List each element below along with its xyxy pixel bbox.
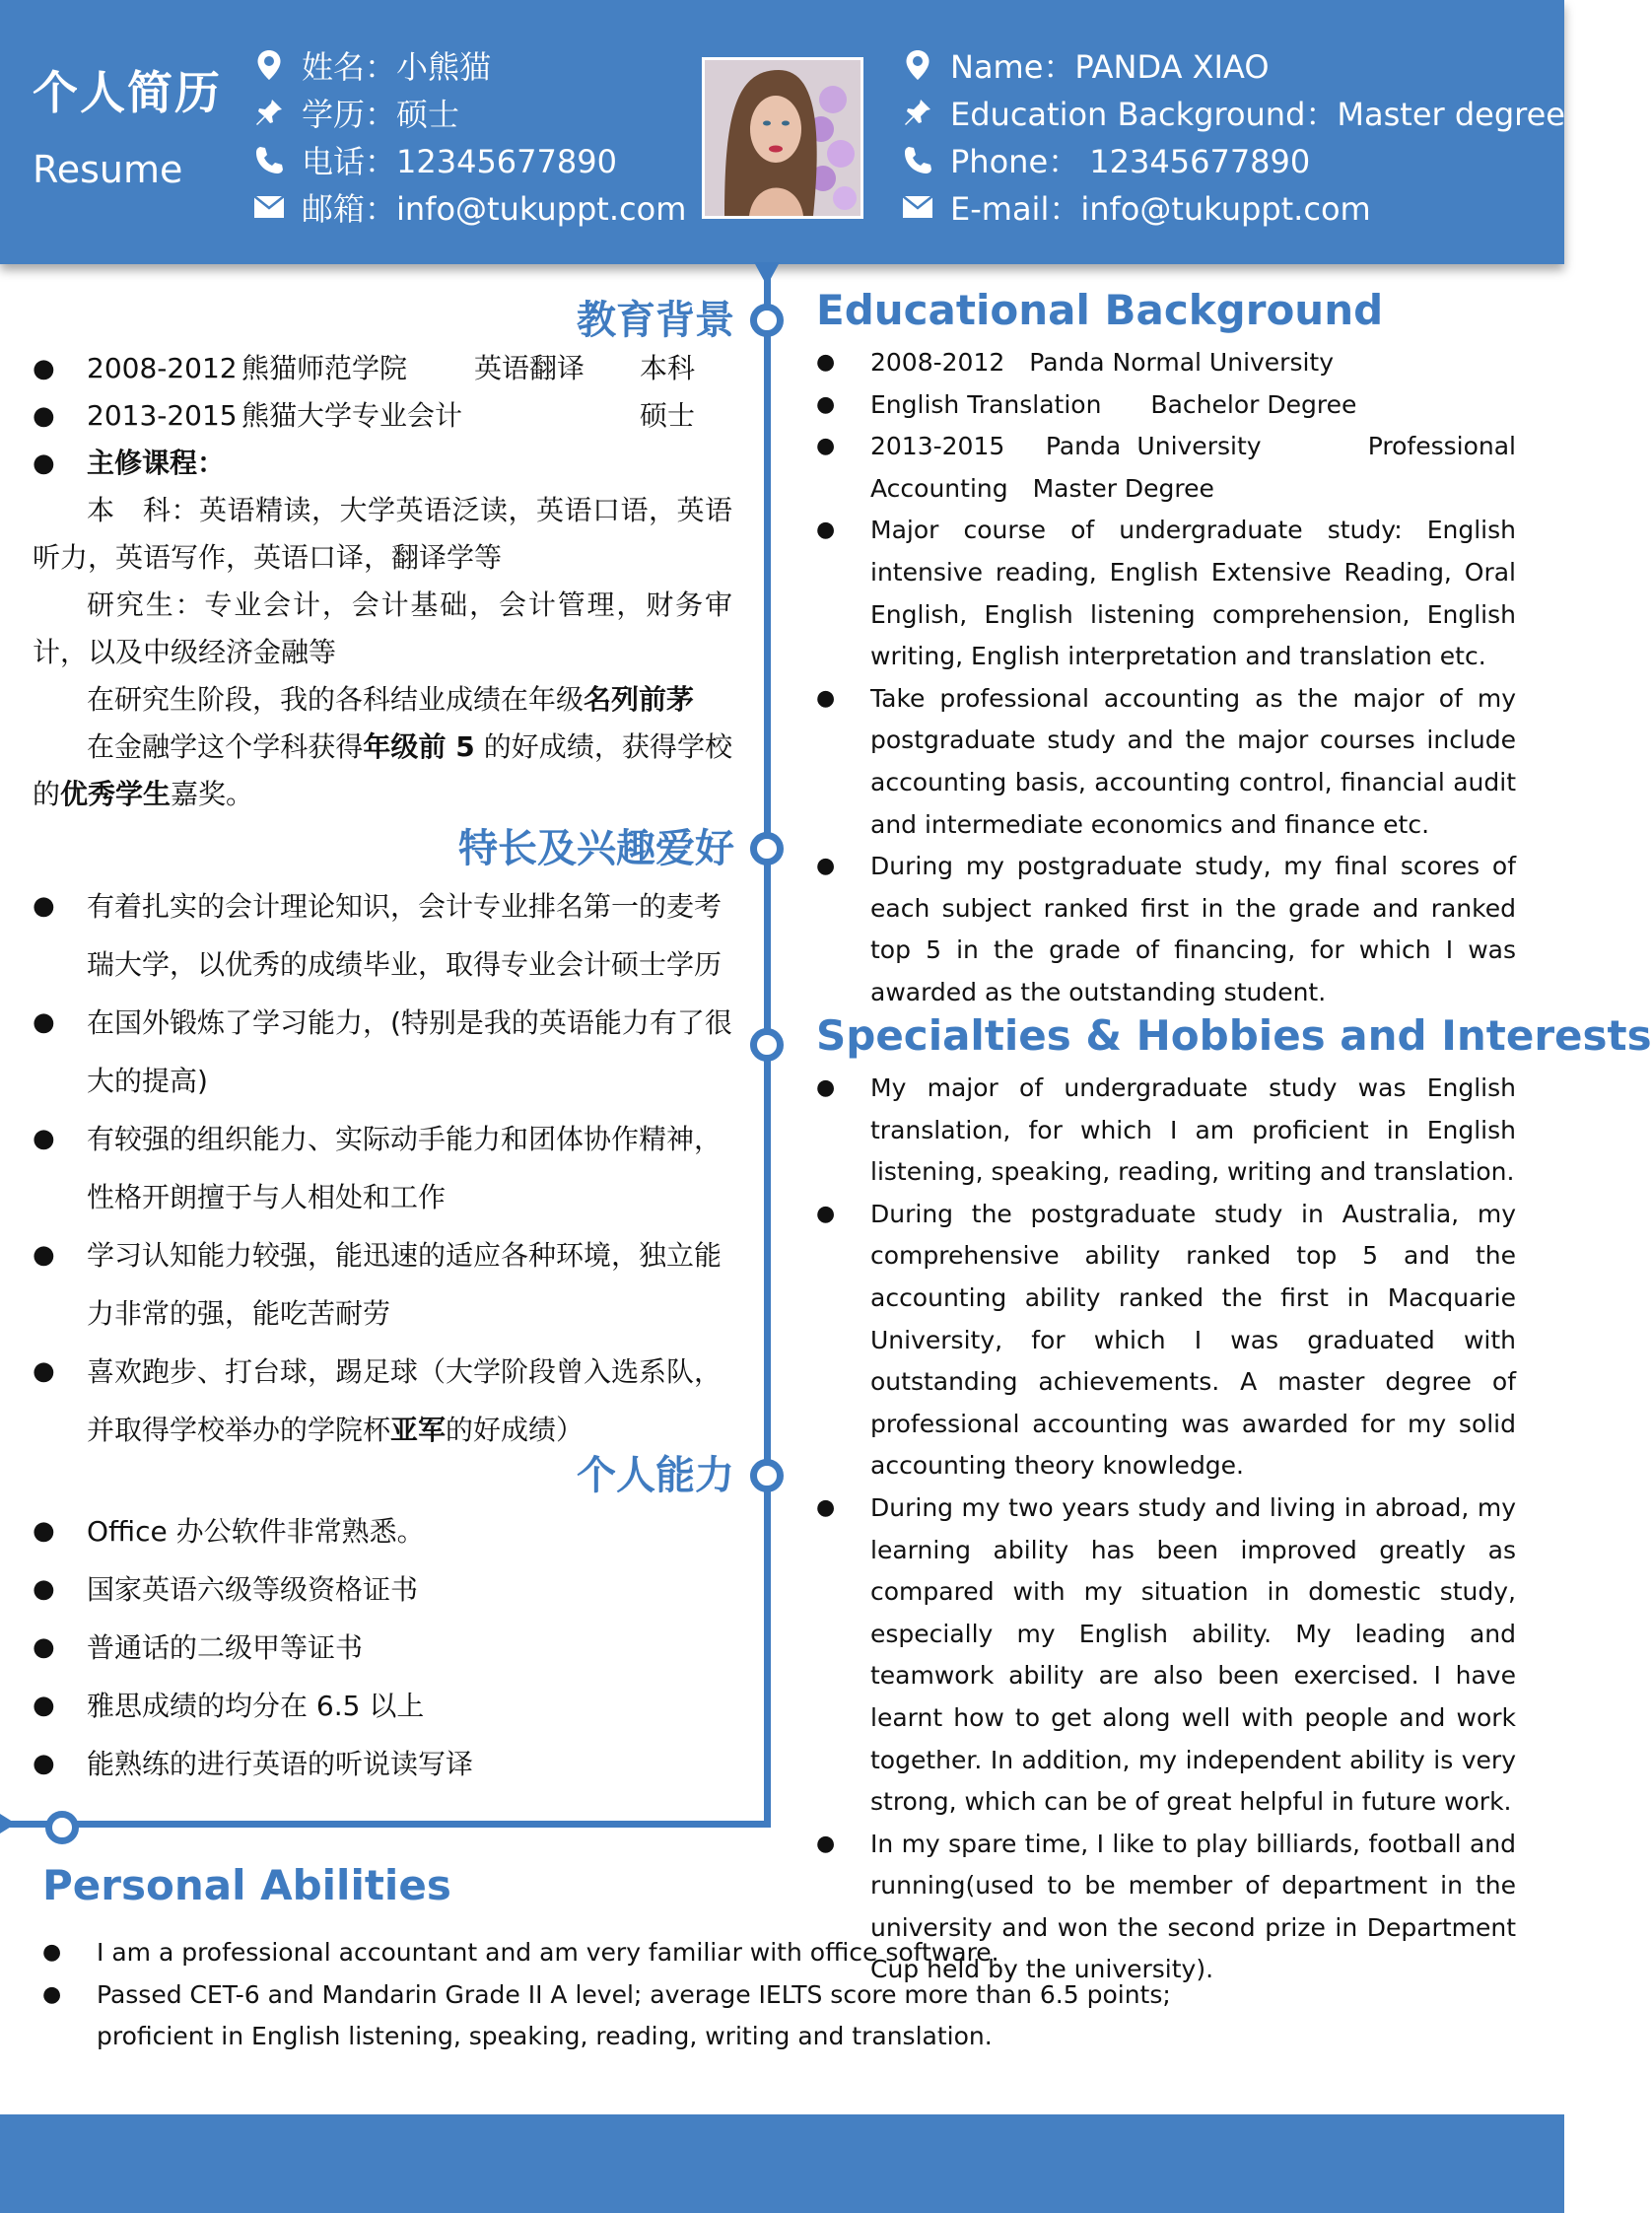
cn-hobbies-list [33,877,732,1459]
phone-icon [252,143,286,176]
list-item: ● 普通话的二级甲等证书 [33,1631,364,1664]
location-pin-icon [901,48,934,82]
list-item: ● During the postgraduate study in Australia, my comprehensive ability ranked top 5 and the accounting ability ranked the first in Macquarie University, for which I was graduated with outstanding achievements. A master degree of professional accounting was awarded for my solid accounting theory knowledge. [816,1199,1516,1481]
cn-phone-text: 电话：12345677890 [302,143,617,180]
en-contact-info [901,41,1565,231]
list-item: ● Office 办公软件非常熟悉。 [33,1515,425,1548]
cn-email-text: 邮箱：info@tukuppt.com [302,190,687,228]
pushpin-icon [901,96,934,129]
list-item: ● English Translation Bachelor Degree [816,389,1357,419]
en-education-heading: Educational Background [816,286,1384,334]
location-pin-icon [252,48,286,82]
cn-abilities-list [33,1502,732,1793]
timeline-left-arrow [0,1814,16,1833]
timeline-horizontal-line [0,1821,771,1828]
en-phone-row [901,136,1565,183]
cn-name-text: 姓名：小熊猫 [302,48,492,86]
list-item: ● 2008-2012 Panda Normal University [816,348,1335,377]
list-item: ● 学习认知能力较强，能迅速的适应各种环境，独立能力非常的强，能吃苦耐劳 [33,1239,723,1330]
phone-icon [901,143,934,176]
list-item: ● During my two years study and living in abroad, my learning ability has been improved greatly as compared with my situation in domestic study, especially my English ability. My leading and teamwork ability are also been exercised. I have learnt how to get along well with people and work together. In addition, my independent ability is very strong, which can be of great helpful in future work. [816,1492,1516,1817]
cn-phone-row [252,136,686,183]
profile-photo [702,57,863,219]
en-name-row [901,41,1565,89]
timeline-node-abilities [750,1459,784,1492]
list-item: ● 2013-2015 Panda University Professional Accounting Master Degree [816,432,1516,503]
en-abilities-list [42,1932,1294,2058]
list-item: ● 有着扎实的会计理论知识，会计专业排名第一的麦考瑞大学，以优秀的成绩毕业，取得专业会计硕士学历 [33,890,723,981]
cn-education-heading: 教育背景 [577,298,734,343]
list-item: ● Passed CET-6 and Mandarin Grade II A level; average IELTS score more than 6.5 points; proficient in English listening, speaking, reading, writing and translation. [42,1979,1171,2051]
cn-name-row [252,41,686,89]
en-email-text: E-mail：info@tukuppt.com [950,190,1371,228]
cn-courses-label: ● 主修课程： [33,447,226,479]
en-education-row [901,89,1565,136]
resume-title-en: Resume [33,148,183,191]
timeline-node-hobbies [750,832,784,865]
en-hobbies-heading: Specialties & Hobbies and Interests [816,1011,1652,1060]
cn-education-row-1: ● 2008-2012 熊猫师范学院 英语翻译 本科 [33,352,696,384]
list-item: ● During my postgraduate study, my final scores of each subject ranked first in the grade and ranked top 5 in the grade of financing, for which I was awarded as the outstanding student. [816,852,1516,1006]
cn-hobbies-heading: 特长及兴趣爱好 [458,826,734,871]
cn-abilities-heading: 个人能力 [577,1453,734,1498]
timeline-node-en-hobbies [750,1028,784,1062]
en-abilities-heading: Personal Abilities [42,1861,451,1909]
list-item: ● 喜欢跑步、打台球，踢足球（大学阶段曾入选系队，并取得学校举办的学院杯亚军的好成绩） [33,1355,723,1446]
cn-education-section [33,345,732,818]
en-education-text: Education Background：Master degree [950,96,1565,133]
cn-education-row-2: ● 2013-2015 熊猫大学专业会计 硕士 [33,399,696,432]
list-item: ● I am a professional accountant and am very familiar with office software. [42,1938,999,1967]
list-item: ● In my spare time, I like to play billiards, football and running(used to be member of department in the university and won the second prize in Department Cup held by the university). [816,1829,1516,1984]
envelope-icon [252,190,286,224]
cn-achievement-1: 在研究生阶段，我的各科结业成绩在年级名列前茅 [87,683,695,716]
cn-undergrad-courses: 本 科：英语精读，大学英语泛读，英语口语，英语听力，英语写作，英语口译，翻译学等 [33,494,732,574]
pushpin-icon [252,96,286,129]
list-item: ● 能熟练的进行英语的听说读写译 [33,1748,474,1780]
en-hobbies-list [816,1068,1516,1991]
en-email-row [901,183,1565,231]
en-phone-text: Phone： 12345677890 [950,143,1311,180]
cn-education-row [252,89,686,136]
cn-achievement-2: 在金融学这个学科获得年级前 5 的好成绩，获得学校的优秀学生嘉奖。 [33,730,732,810]
cn-email-row [252,183,686,231]
en-name-text: Name：PANDA XIAO [950,48,1270,86]
en-education-list [816,342,1516,1014]
timeline-node-education [750,304,784,337]
list-item: ● My major of undergraduate study was English translation, for which I am proficient in English listening, speaking, reading, writing and translation. [816,1073,1516,1187]
list-item: ● 有较强的组织能力、实际动手能力和团体协作精神，性格开朗擅于与人相处和工作 [33,1123,723,1213]
timeline-node-personal-abilities [45,1811,79,1844]
cn-postgrad-courses: 研究生：专业会计，会计基础，会计管理，财务审计，以及中级经济金融等 [33,588,732,668]
envelope-icon [901,190,934,224]
cn-education-text: 学历：硕士 [302,96,460,133]
list-item: ● Major course of undergraduate study: English intensive reading, English Extensive Reading, Oral English, English listening comprehension, English writing, English interpretation and translation etc. [816,516,1516,671]
cn-contact-info [252,41,686,231]
resume-footer-bar [0,2114,1564,2213]
resume-title-cn: 个人简历 [33,66,222,119]
list-item: ● 在国外锻炼了学习能力，(特别是我的英语能力有了很大的提高) [33,1006,732,1097]
list-item: ● Take professional accounting as the major of my postgraduate study and the major courses include accounting basis, accounting control, financial audit and intermediate economics and finance etc. [816,683,1516,839]
list-item: ● 雅思成绩的均分在 6.5 以上 [33,1690,425,1722]
resume-header [0,0,1564,264]
list-item: ● 国家英语六级等级资格证书 [33,1573,419,1606]
